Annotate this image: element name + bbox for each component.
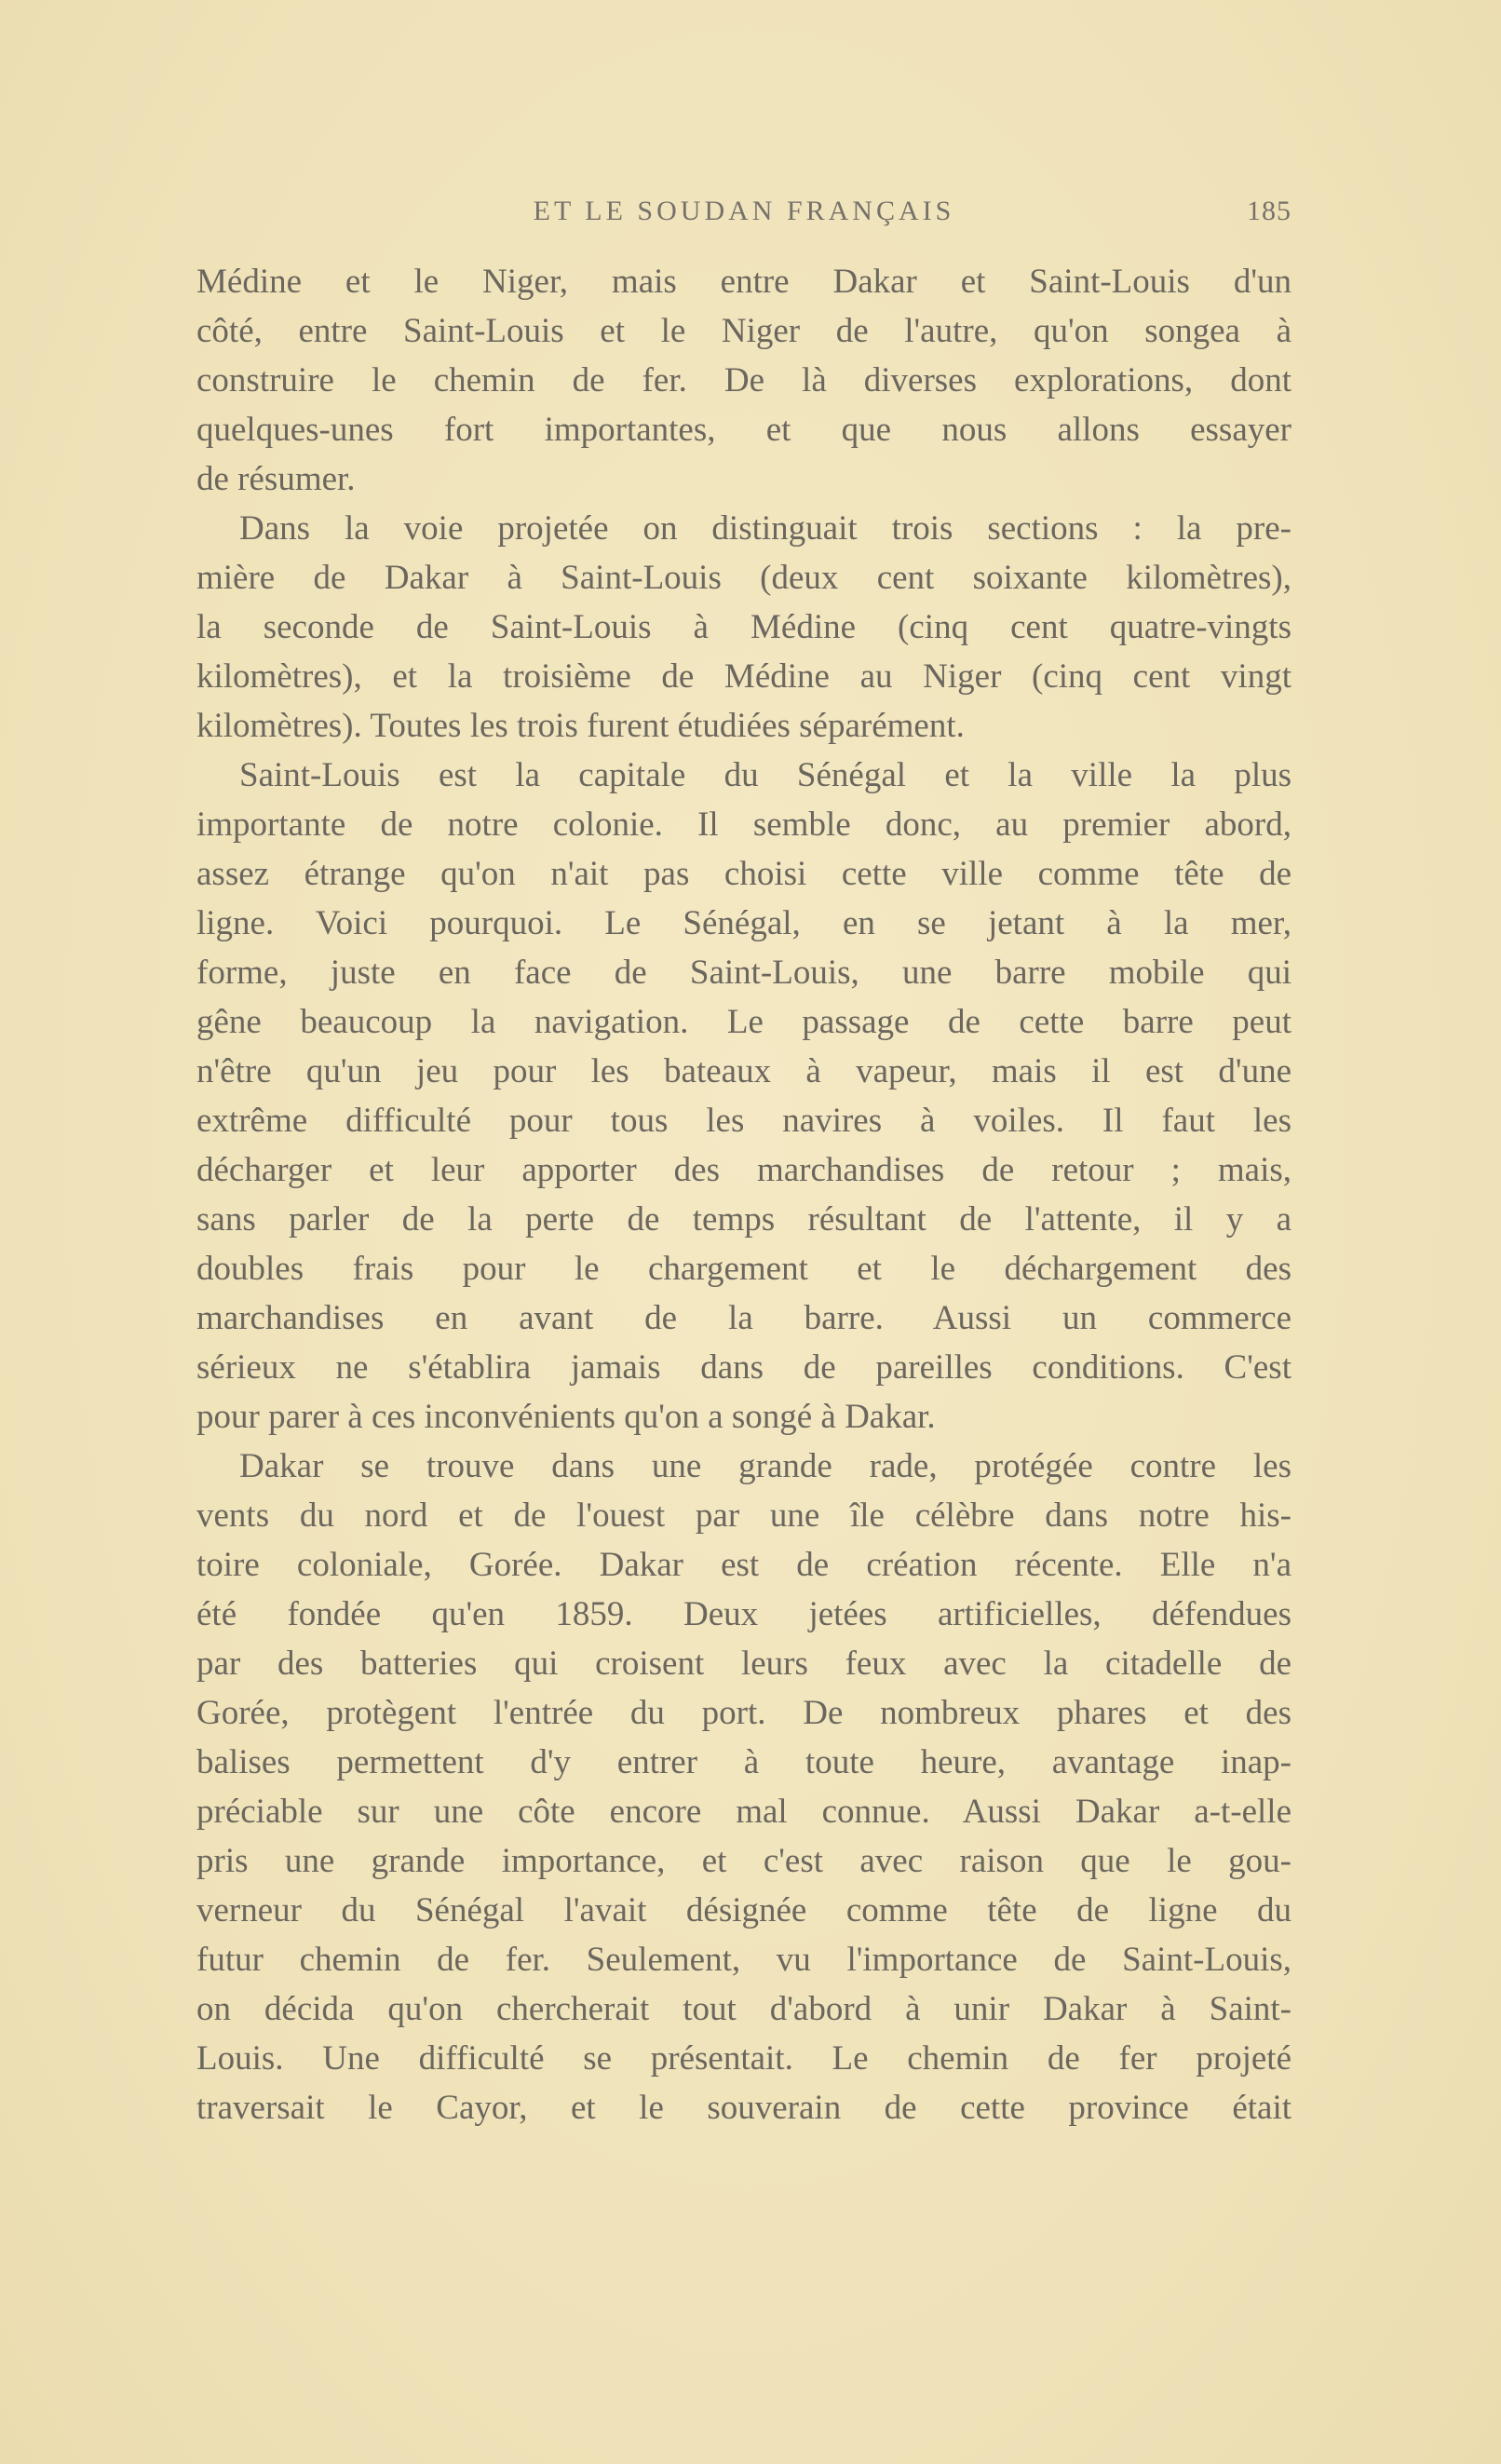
text-line: marchandises en avant de la barre. Aussi un commerce <box>196 1299 1291 1337</box>
text-line: quelques-unes fort importantes, et que nous allons essayer <box>196 411 1291 449</box>
text-line: ligne. Voici pourquoi. Le Sénégal, en se jetant à la mer, <box>196 904 1291 942</box>
text-line: sérieux ne s'établira jamais dans de pareilles conditions. C'est <box>196 1348 1291 1387</box>
text-line: pour parer à ces inconvénients qu'on a songé à Dakar. <box>196 1398 936 1436</box>
text-line: Louis. Une difficulté se présentait. Le chemin de fer projeté <box>196 2039 1291 2078</box>
body-text <box>196 257 1291 2132</box>
text-line: de résumer. <box>196 460 356 498</box>
text-line: kilomètres), et la troisième de Médine au Niger (cinq cent vingt <box>196 657 1291 696</box>
text-line: kilomètres). Toutes les trois furent étudiées séparément. <box>196 707 965 745</box>
text-line: Dakar se trouve dans une grande rade, protégée contre les <box>239 1447 1291 1485</box>
text-line: préciable sur une côte encore mal connue. Aussi Dakar a-t-elle <box>196 1793 1291 1831</box>
text-line: traversait le Cayor, et le souverain de cette province était <box>196 2089 1291 2127</box>
text-line: par des batteries qui croisent leurs feux avec la citadelle de <box>196 1645 1291 1683</box>
running-header <box>196 196 1291 237</box>
text-line: côté, entre Saint-Louis et le Niger de l'autre, qu'on songea à <box>196 312 1291 350</box>
text-line: assez étrange qu'on n'ait pas choisi cette ville comme tête de <box>196 855 1291 893</box>
text-line: pris une grande importance, et c'est avec raison que le gou- <box>196 1842 1291 1880</box>
text-line: importante de notre colonie. Il semble donc, au premier abord, <box>196 806 1291 844</box>
text-line: la seconde de Saint-Louis à Médine (cinq cent quatre-vingts <box>196 608 1291 646</box>
text-line: Dans la voie projetée on distinguait trois sections : la pre- <box>239 509 1291 548</box>
text-line: construire le chemin de fer. De là diverses explorations, dont <box>196 361 1291 399</box>
text-line: futur chemin de fer. Seulement, vu l'importance de Saint-Louis, <box>196 1941 1291 1979</box>
text-line: vents du nord et de l'ouest par une île célèbre dans notre his- <box>196 1496 1291 1535</box>
running-title: ET LE SOUDAN FRANÇAIS <box>533 196 955 226</box>
text-line: doubles frais pour le chargement et le déchargement des <box>196 1250 1291 1288</box>
text-line: on décida qu'on chercherait tout d'abord à unir Dakar à Saint- <box>196 1990 1291 2028</box>
text-line: verneur du Sénégal l'avait désignée comme tête de ligne du <box>196 1891 1291 1929</box>
text-line: Saint-Louis est la capitale du Sénégal et la ville la plus <box>239 756 1291 794</box>
text-line: sans parler de la perte de temps résultant de l'attente, il y a <box>196 1200 1291 1239</box>
text-line: gêne beaucoup la navigation. Le passage de cette barre peut <box>196 1003 1291 1041</box>
text-line: n'être qu'un jeu pour les bateaux à vapeur, mais il est d'une <box>196 1052 1291 1090</box>
text-line: extrême difficulté pour tous les navires à voiles. Il faut les <box>196 1102 1291 1140</box>
text-line: décharger et leur apporter des marchandises de retour ; mais, <box>196 1151 1291 1189</box>
text-line: forme, juste en face de Saint-Louis, une barre mobile qui <box>196 954 1291 992</box>
text-line: Médine et le Niger, mais entre Dakar et Saint-Louis d'un <box>196 263 1291 301</box>
text-line: toire coloniale, Gorée. Dakar est de création récente. Elle n'a <box>196 1546 1291 1584</box>
text-line: balises permettent d'y entrer à toute heure, avantage inap- <box>196 1743 1291 1781</box>
text-line: mière de Dakar à Saint-Louis (deux cent soixante kilomètres), <box>196 559 1291 597</box>
page-number: 185 <box>1247 196 1291 226</box>
text-line: été fondée qu'en 1859. Deux jetées artificielles, défendues <box>196 1595 1291 1633</box>
text-line: Gorée, protègent l'entrée du port. De nombreux phares et des <box>196 1694 1291 1732</box>
